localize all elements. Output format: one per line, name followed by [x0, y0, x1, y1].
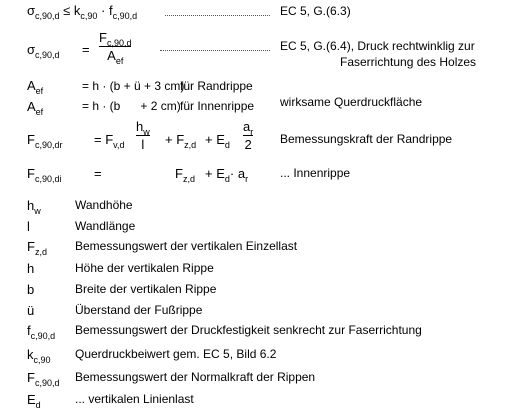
legend-symbol-fzd — [27, 239, 47, 257]
eq1-formula — [27, 3, 138, 21]
eq5-note: Bemessungskraft der Randrippe — [280, 132, 453, 146]
eq5-fraction-2 — [243, 119, 253, 152]
legend-1-sym: l — [27, 219, 30, 234]
eq1-lhs: σ — [27, 3, 36, 18]
legend-symbol-hw — [27, 198, 41, 216]
eq5-fraction-1 — [136, 119, 150, 152]
eq2-leader — [160, 50, 270, 51]
eq6-rhs-d-sub: r — [245, 174, 249, 184]
eq6-rhs-b-main: F — [175, 166, 183, 181]
eq1-f: · f — [97, 3, 113, 18]
eq2-reference-line2: Faserrichtung des Holzes — [340, 55, 477, 69]
eq1-lhs-sub: c,90,d — [35, 11, 60, 21]
legend-symbol-h — [27, 261, 34, 276]
legend-symbol-fc90d — [27, 323, 56, 341]
legend-9-sub: d — [35, 400, 41, 410]
eq4-lhs-main: A — [27, 99, 36, 114]
eq6-equals: = — [94, 166, 102, 181]
legend-desc-h: Höhe der vertikalen Rippe — [75, 261, 214, 275]
eq2-denominator — [107, 48, 124, 66]
eq5-rhs-c-main: + E — [205, 132, 225, 147]
legend-8-sub: c,90,d — [34, 378, 60, 388]
legend-desc-kc90: Querdruckbeiwert gem. EC 5, Bild 6.2 — [75, 347, 277, 361]
eq6-lhs — [27, 166, 62, 184]
eq5-frac2-num-sub: r — [250, 127, 254, 137]
eq5-rhs-b-sub: z,d — [184, 140, 197, 150]
eq6-rhs-c — [205, 166, 249, 184]
eq2-num-main: F — [99, 30, 107, 45]
legend-7-sym: k — [27, 347, 34, 362]
legend-desc-fc90d: Bemessungswert der Druckfestigkeit senkrecht zur Faserrichtung — [75, 323, 422, 337]
eq3-lhs-main: A — [27, 78, 36, 93]
legend-3-sym: h — [27, 261, 35, 276]
eq2-fraction — [99, 30, 132, 66]
eq6-lhs-main: F — [27, 166, 35, 181]
legend-9-sym: E — [27, 392, 36, 407]
eq5-rhs-c — [205, 132, 230, 150]
eq2-lhs-sub: c,90,d — [35, 50, 60, 60]
legend-6-sub: c,90,d — [30, 331, 56, 341]
eq2-num-sub: c,90,d — [106, 38, 132, 48]
eq3-lhs — [27, 78, 44, 96]
legend-symbol-l — [27, 219, 30, 234]
legend-0-sub: w — [34, 206, 41, 216]
eq5-frac1-den: l — [141, 137, 145, 152]
eq5-rhs-b — [165, 132, 197, 150]
eq5-rhs-a-sub: v,d — [113, 140, 125, 150]
eq1-reference: EC 5, G.(6.3) — [280, 4, 351, 18]
legend-8-sym: F — [27, 370, 35, 385]
legend-4-sym: b — [27, 282, 35, 297]
eq6-note: ... Innenrippe — [280, 166, 351, 180]
eq2-den-main: A — [107, 48, 116, 63]
legend-symbol-b — [27, 282, 34, 297]
legend-2-sub: z,d — [34, 247, 47, 257]
legend-0-sym: h — [27, 198, 35, 213]
eq2-lhs-main: σ — [27, 42, 36, 57]
legend-desc-Ed: ... vertikalen Linienlast — [75, 392, 194, 406]
eq5-lhs-sub: c,90,dr — [34, 140, 63, 150]
eq3-rhs: = h · (b + ü + 3 cm) — [82, 79, 185, 93]
eq5-lhs — [27, 132, 63, 150]
legend-desc-Fc90d: Bemessungswert der Normalkraft der Rippen — [75, 370, 316, 384]
eq6-rhs-c-main: + E — [205, 166, 225, 181]
eq5-frac1-num-sub: w — [143, 127, 150, 137]
eq1-f-sub: c,90,d — [112, 11, 138, 21]
eq5-frac1-num-main: h — [136, 119, 144, 134]
legend-symbol-kc90 — [27, 347, 51, 365]
legend-desc-l: Wandlänge — [75, 219, 136, 233]
eq5-lhs-main: F — [27, 132, 35, 147]
eq4-lhs — [27, 99, 44, 117]
eq3-lhs-sub: ef — [35, 86, 44, 96]
legend-symbol-ue — [27, 303, 34, 318]
eq6-rhs-c-sub: d — [224, 174, 230, 184]
eq4-label: für Innenrippe — [180, 99, 255, 113]
eq2-lhs — [27, 42, 60, 60]
eq4-note: wirksame Querdruckfläche — [280, 95, 423, 109]
eq4-rhs: = h · (b + 2 cm) — [82, 99, 181, 113]
legend-symbol-Ed — [27, 392, 41, 410]
eq5-frac2-num — [243, 119, 254, 137]
eq2-den-sub: ef — [115, 56, 124, 66]
eq3-label: für Randrippe — [180, 79, 253, 93]
eq6-rhs-d-main: · a — [229, 166, 246, 181]
eq5-frac2-num-main: a — [243, 119, 251, 134]
eq5-frac2-den: 2 — [244, 137, 252, 152]
legend-2-sym: F — [27, 239, 35, 254]
eq6-rhs-b-sub: z,d — [182, 174, 195, 184]
eq4-lhs-sub: ef — [35, 107, 44, 117]
eq5-rhs-a-main: = F — [94, 132, 114, 147]
eq5-frac1-num — [136, 119, 150, 137]
legend-7-sub: c,90 — [33, 355, 51, 365]
eq2-reference-line1: EC 5, G.(6.4), Druck rechtwinklig zur — [280, 39, 475, 53]
eq6-rhs-b — [175, 166, 195, 184]
eq1-leader — [165, 15, 270, 16]
eq1-k-sub: c,90 — [80, 11, 98, 21]
legend-desc-b: Breite der vertikalen Rippe — [75, 282, 217, 296]
eq1-relation: ≤ k — [59, 3, 81, 18]
legend-symbol-Fc90d — [27, 370, 60, 388]
legend-5-sym: ü — [27, 303, 35, 318]
legend-desc-fzd: Bemessungswert der vertikalen Einzellast — [75, 239, 298, 253]
eq5-rhs-b-main: + F — [165, 132, 185, 147]
legend-desc-hw: Wandhöhe — [75, 198, 133, 212]
eq2-numerator — [99, 30, 132, 48]
eq5-rhs-a — [94, 132, 125, 150]
legend-6-sym: f — [27, 323, 31, 338]
eq5-rhs-c-sub: d — [224, 140, 230, 150]
eq2-equals: = — [82, 42, 90, 57]
legend-desc-ue: Überstand der Fußrippe — [75, 303, 203, 317]
eq6-lhs-sub: c,90,di — [34, 174, 62, 184]
